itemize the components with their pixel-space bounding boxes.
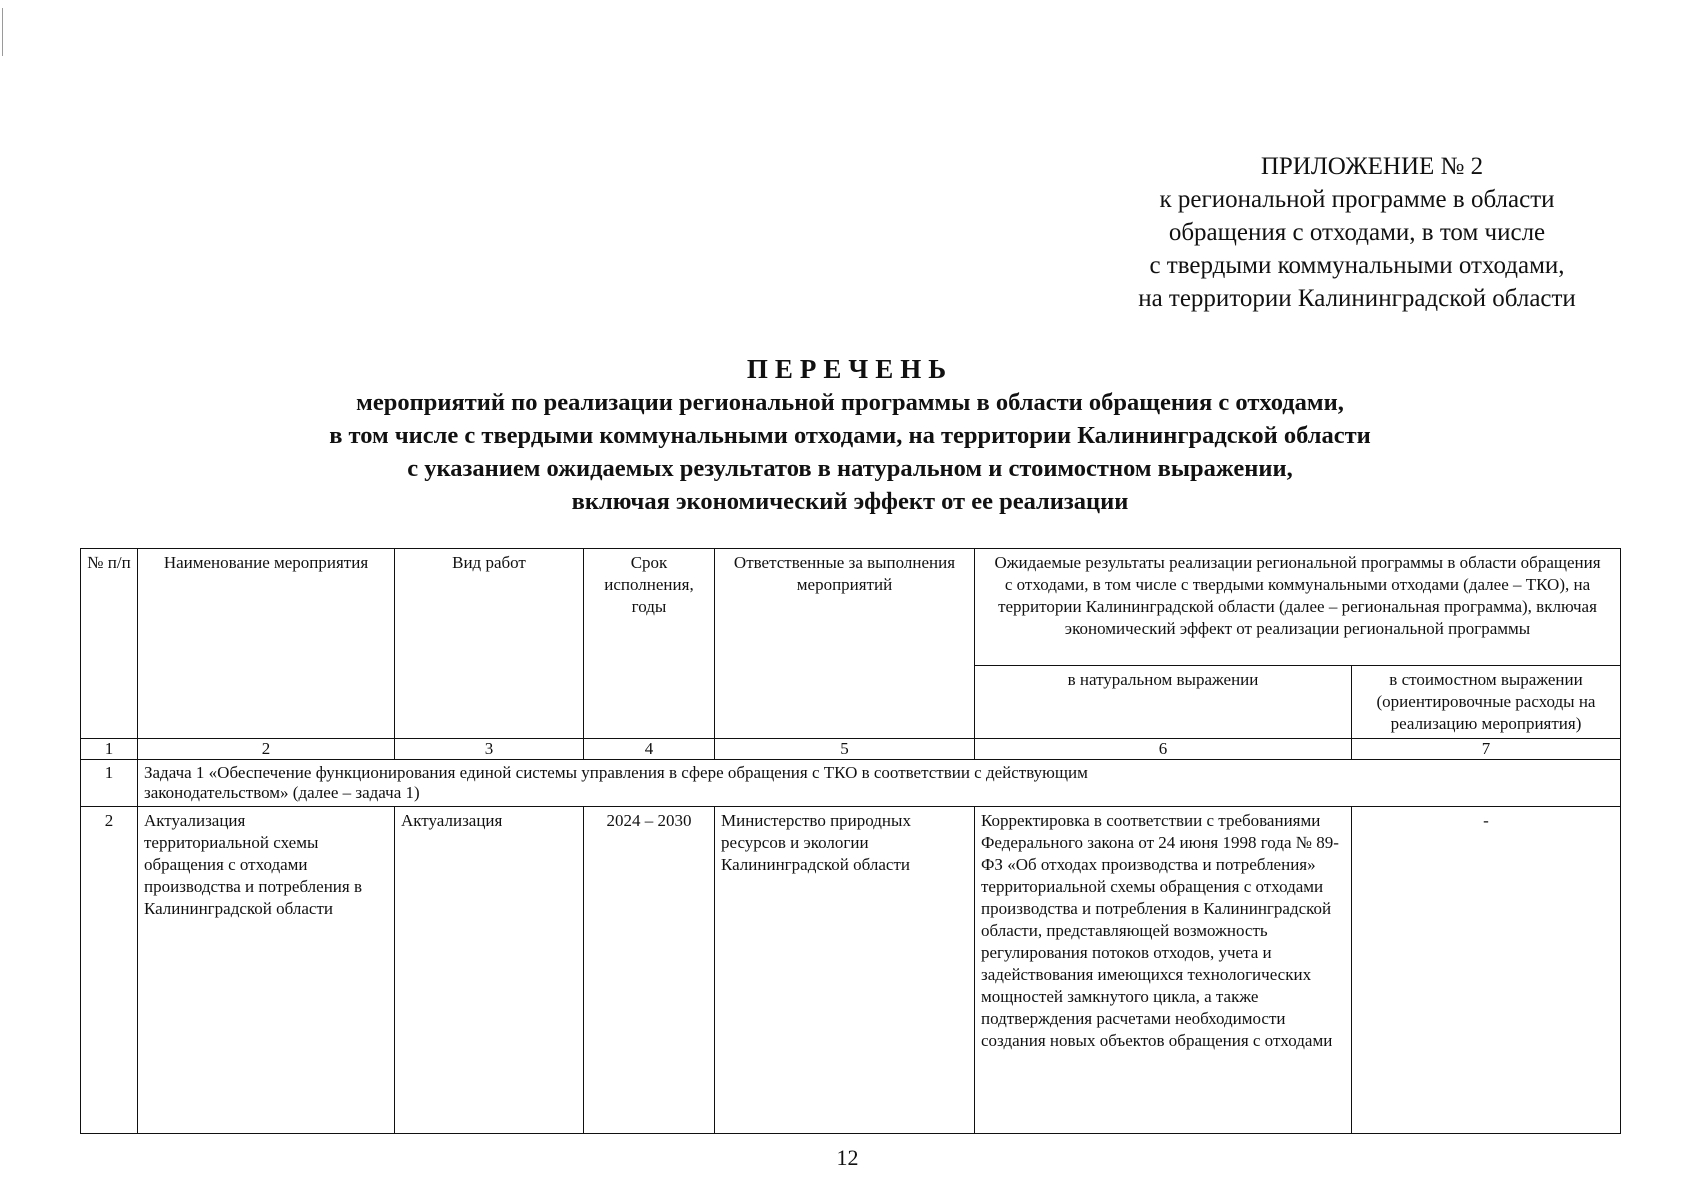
task-num: 1 xyxy=(81,760,138,807)
header-expected-results: Ожидаемые результаты реализации региональной программы в области обращения с отходами, в том числе с твердыми коммунальными отходами (далее – ТКО), на территории Калининградской области (далее – региональная программа), включая экономический эффект от реализации региональной программы xyxy=(975,549,1621,666)
appendix-title: ПРИЛОЖЕНИЕ № 2 xyxy=(1260,153,1484,180)
title-main: ПЕРЕЧЕНЬ xyxy=(746,354,954,384)
row-natural: Корректировка в соответствии с требованиями Федерального закона от 24 июня 1998 года № 89-ФЗ «Об отходах производства и потребления» территориальной схемы обращения с отходами производства и потребления в Калининградской области, представляющей возможность регулирования потоков отходов, учета и задействования имеющихся технологических мощностей замкнутого цикла, а также подтверждения расчетами необходимости создания новых объектов обращения с отходами xyxy=(975,807,1352,1134)
appendix-line: на территории Калининградской области xyxy=(1138,285,1576,312)
title-line: в том числе с твердыми коммунальными отходами, на территории Калининградской области xyxy=(329,422,1371,449)
appendix-heading xyxy=(1097,150,1617,315)
header-work-type: Вид работ xyxy=(395,549,584,739)
column-number: 3 xyxy=(395,739,584,760)
header-cost: в стоимостном выражении (ориентировочные расходы на реализацию мероприятия) xyxy=(1352,666,1621,739)
page-number: 12 xyxy=(836,1145,859,1170)
row-responsible: Министерство природных ресурсов и экологии Калининградской области xyxy=(715,807,975,1134)
header-term: Срок исполнения, годы xyxy=(584,549,715,739)
scan-edge-mark xyxy=(2,8,3,56)
column-number: 1 xyxy=(81,739,138,760)
row-name: Актуализация территориальной схемы обращения с отходами производства и потребления в Калининградской области xyxy=(138,807,395,1134)
column-number: 2 xyxy=(138,739,395,760)
row-cost: - xyxy=(1352,807,1621,1134)
table-row xyxy=(81,807,1621,1134)
header-natural: в натуральном выражении xyxy=(975,666,1352,739)
row-term: 2024 – 2030 xyxy=(584,807,715,1134)
document-title xyxy=(80,352,1620,518)
row-num: 2 xyxy=(81,807,138,1134)
header-name: Наименование мероприятия xyxy=(138,549,395,739)
column-number: 4 xyxy=(584,739,715,760)
row-work-type: Актуализация xyxy=(395,807,584,1134)
header-responsible: Ответственные за выполнения мероприятий xyxy=(715,549,975,739)
appendix-line: обращения с отходами, в том числе xyxy=(1168,219,1546,246)
column-number: 5 xyxy=(715,739,975,760)
header-row xyxy=(81,549,1621,666)
task-row xyxy=(81,760,1621,807)
appendix-line: с твердыми коммунальными отходами, xyxy=(1149,252,1565,279)
title-line: мероприятий по реализации региональной программы в области обращения с отходами, xyxy=(356,389,1344,416)
task-text: Задача 1 «Обеспечение функционирования единой системы управления в сфере обращения с ТКО в соответствии с действующим законодательством» (далее – задача 1) xyxy=(138,760,1621,807)
column-number: 6 xyxy=(975,739,1352,760)
measures-table xyxy=(80,548,1621,1134)
column-number-row xyxy=(81,739,1621,760)
header-num: № п/п xyxy=(81,549,138,739)
column-number: 7 xyxy=(1352,739,1621,760)
appendix-line: к региональной программе в области xyxy=(1159,186,1555,213)
title-line: включая экономический эффект от ее реализации xyxy=(571,488,1129,515)
title-line: с указанием ожидаемых результатов в натуральном и стоимостном выражении, xyxy=(407,455,1293,482)
